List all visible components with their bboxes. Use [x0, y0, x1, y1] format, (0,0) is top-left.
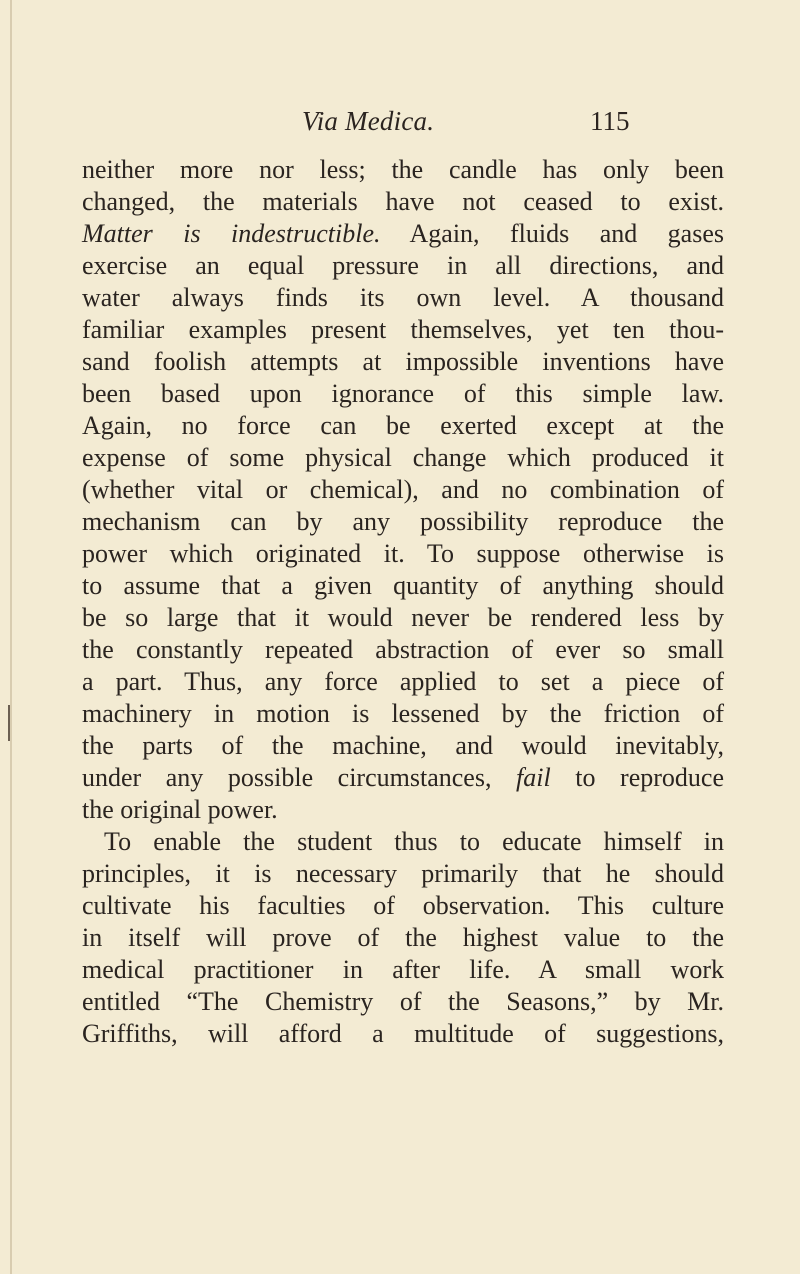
- text-segment: familiar examples present themselves, yet ten thou-: [82, 315, 724, 344]
- text-line: [82, 858, 724, 890]
- text-segment: to assume that a given quantity of anything should: [82, 571, 724, 600]
- text-segment: exercise an equal pressure in all directions, and: [82, 251, 724, 280]
- text-segment: been based upon ignorance of this simple law.: [82, 379, 724, 408]
- text-segment: Griffiths, will afford a multitude of suggestions,: [82, 1019, 724, 1048]
- text-segment: mechanism can by any possibility reproduce the: [82, 507, 724, 536]
- text-segment: medical practitioner in after life. A small work: [82, 955, 724, 984]
- text-segment: in itself will prove of the highest value to the: [82, 923, 724, 952]
- page-spine-line: [10, 0, 12, 1274]
- text-line: [82, 282, 724, 314]
- text-segment: a part. Thus, any force applied to set a piece of: [82, 667, 724, 696]
- text-line: [82, 826, 724, 858]
- text-line: [82, 1018, 724, 1050]
- text-line: [82, 154, 724, 186]
- text-line: [82, 602, 724, 634]
- text-segment: to reproduce: [550, 763, 724, 792]
- text-segment: principles, it is necessary primarily that he should: [82, 859, 724, 888]
- text-segment: the constantly repeated abstraction of ever so small: [82, 635, 724, 664]
- text-segment: neither more nor less; the candle has only been: [82, 155, 724, 184]
- body-text: [82, 154, 724, 1050]
- text-segment: Again, no force can be exerted except at the: [82, 411, 724, 440]
- text-line: [82, 666, 724, 698]
- text-segment: the parts of the machine, and would inevitably,: [82, 731, 724, 760]
- text-line: [82, 346, 724, 378]
- text-line: [82, 794, 724, 826]
- text-line: [82, 698, 724, 730]
- text-segment: (whether vital or chemical), and no combination of: [82, 475, 724, 504]
- text-line: [82, 570, 724, 602]
- text-line: [82, 250, 724, 282]
- text-line: [82, 890, 724, 922]
- text-line: [82, 218, 724, 250]
- text-line: [82, 954, 724, 986]
- text-segment: under any possible circumstances,: [82, 763, 517, 792]
- text-line: [82, 922, 724, 954]
- italic-text: fail: [516, 763, 551, 792]
- text-segment: expense of some physical change which produced it: [82, 443, 724, 472]
- page-number: 115: [590, 106, 630, 136]
- margin-mark: [8, 705, 10, 741]
- text-segment: cultivate his faculties of observation. This culture: [82, 891, 724, 920]
- text-segment: entitled “The Chemistry of the Seasons,” by Mr.: [82, 987, 724, 1016]
- text-line: [82, 634, 724, 666]
- text-line: [82, 474, 724, 506]
- text-segment: the original power.: [82, 795, 278, 824]
- text-line: [82, 730, 724, 762]
- text-segment: water always finds its own level. A thousand: [82, 283, 724, 312]
- text-segment: sand foolish attempts at impossible inventions have: [82, 347, 724, 376]
- text-line: [82, 314, 724, 346]
- text-line: [82, 442, 724, 474]
- text-segment: changed, the materials have not ceased to exist.: [82, 187, 724, 216]
- text-segment: power which originated it. To suppose otherwise is: [82, 539, 724, 568]
- text-segment: machinery in motion is lessened by the friction of: [82, 699, 724, 728]
- text-segment: Again, fluids and gases: [380, 219, 724, 248]
- text-segment: be so large that it would never be rendered less by: [82, 603, 724, 632]
- text-line: [82, 538, 724, 570]
- text-segment: To enable the student thus to educate himself in: [104, 827, 724, 856]
- italic-text: Matter is indestructible.: [82, 219, 381, 248]
- text-line: [82, 506, 724, 538]
- running-title: Via Medica.: [302, 106, 435, 136]
- text-line: [82, 186, 724, 218]
- text-line: [82, 410, 724, 442]
- text-line: [82, 378, 724, 410]
- text-line: [82, 986, 724, 1018]
- text-line: [82, 762, 724, 794]
